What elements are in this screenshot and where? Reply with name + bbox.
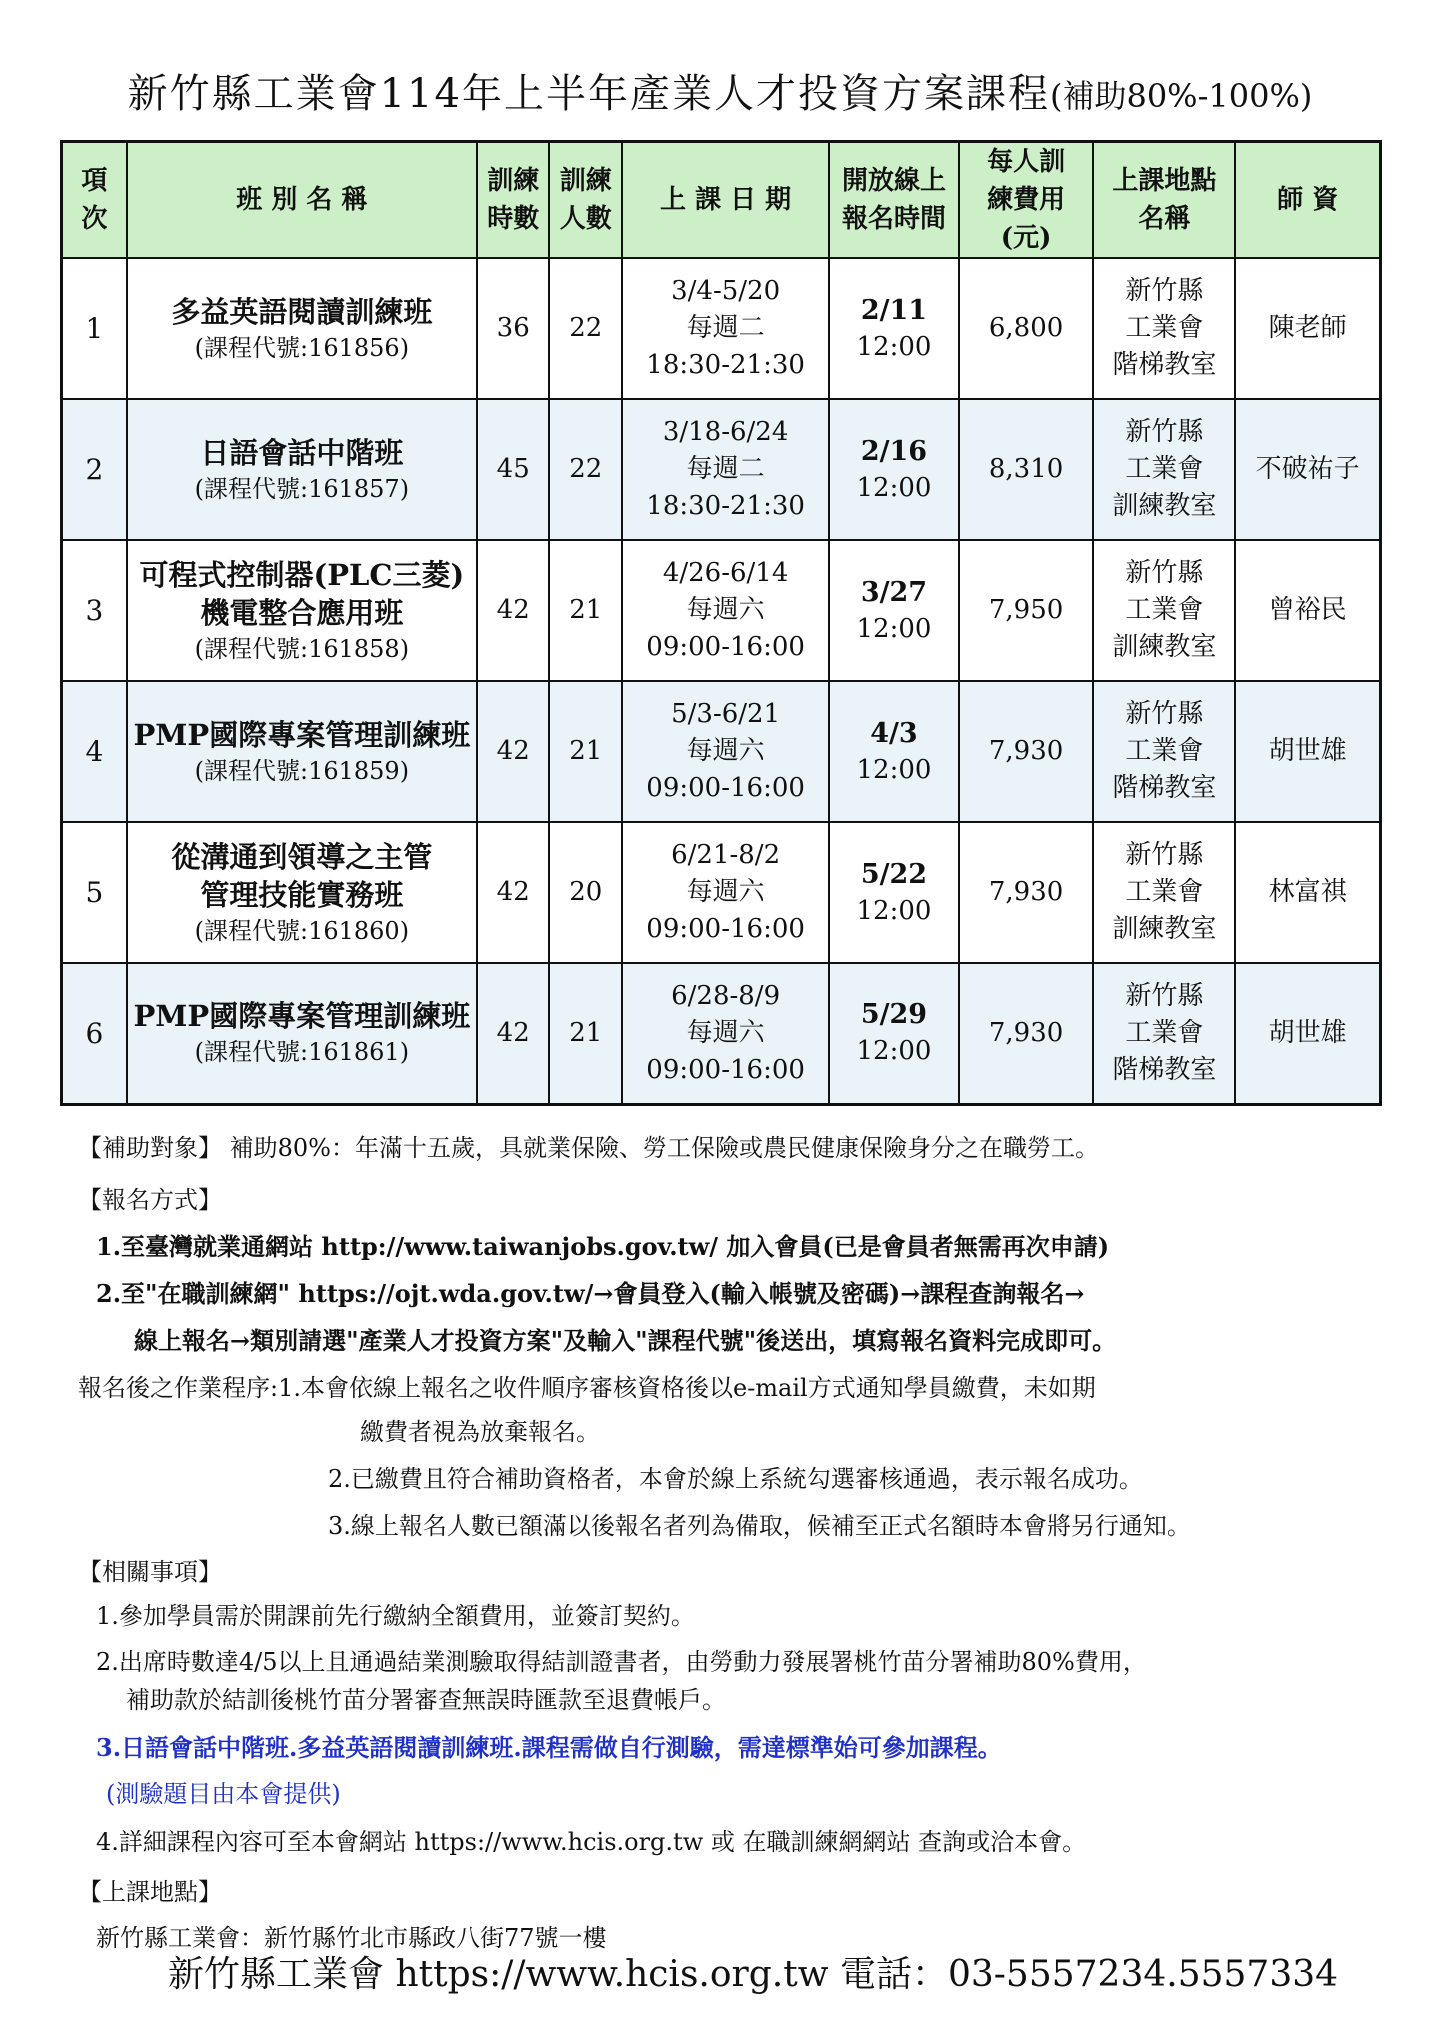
subsidy-line [78, 1128, 1099, 1168]
class-name: 多益英語閱讀訓練班 [171, 294, 433, 329]
cell-teacher: 林富祺 [1235, 822, 1380, 963]
cell-date: 6/28-8/9 每週六 09:00-16:00 [622, 963, 829, 1104]
class-name: 從溝通到領導之主管 管理技能實務班 [171, 839, 433, 912]
procedure-label: 報名後之作業程序: [78, 1374, 279, 1402]
open-clock: 12:00 [856, 613, 932, 644]
footer-contact: 新竹縣工業會 https://www.hcis.org.tw 電話：03-5557234.5557334 [168, 1954, 1339, 1995]
class-name: PMP國際專案管理訓練班 [133, 999, 471, 1034]
procedure-line-2: 2.已繳費且符合補助資格者，本會於線上系統勾選審核通過，表示報名成功。 [328, 1465, 1143, 1493]
title-subsidy: (補助80%-100%) [1049, 77, 1313, 115]
cell-class-name [127, 258, 477, 399]
cell-location: 新竹縣 工業會 階梯教室 [1093, 963, 1235, 1104]
cell-people: 22 [549, 258, 622, 399]
subsidy-text: 補助80%：年滿十五歲，具就業保險、勞工保險或農民健康保險身分之在職勞工。 [229, 1134, 1099, 1162]
cell-hours: 36 [477, 258, 550, 399]
cell-item: 3 [62, 540, 127, 681]
cell-people: 21 [549, 540, 622, 681]
cell-item: 2 [62, 399, 127, 540]
open-clock: 12:00 [856, 331, 932, 362]
cell-location: 新竹縣 工業會 訓練教室 [1093, 822, 1235, 963]
cell-date: 6/21-8/2 每週六 09:00-16:00 [622, 822, 829, 963]
header-fee: 每人訓練費用(元) [959, 142, 1094, 259]
class-name: 日語會話中階班 [200, 435, 404, 470]
cell-open-time [829, 681, 959, 822]
cell-class-name [127, 681, 477, 822]
cell-people: 20 [549, 822, 622, 963]
related-item-3-note: (測驗題目由本會提供) [106, 1780, 341, 1808]
cell-people: 21 [549, 963, 622, 1104]
cell-teacher: 胡世雄 [1235, 681, 1380, 822]
cell-open-time [829, 258, 959, 399]
cell-fee: 7,930 [959, 822, 1094, 963]
page-title [0, 62, 1440, 119]
cell-hours: 42 [477, 822, 550, 963]
course-code: (課程代號:161858) [194, 634, 410, 663]
cell-teacher: 陳老師 [1235, 258, 1380, 399]
register-step-2: 2.至"在職訓練網" https://ojt.wda.gov.tw/→會員登入(輸入帳號及密碼)→課程查詢報名→ [96, 1279, 1085, 1308]
header-people: 訓練人數 [549, 142, 622, 259]
cell-hours: 42 [477, 681, 550, 822]
procedure-line-3: 3.線上報名人數已額滿以後報名者列為備取，候補至正式名額時本會將另行通知。 [328, 1512, 1191, 1540]
header-teacher: 師 資 [1235, 142, 1380, 259]
course-code: (課程代號:161859) [194, 756, 410, 785]
cell-location: 新竹縣 工業會 訓練教室 [1093, 540, 1235, 681]
open-date: 5/22 [860, 858, 928, 890]
open-date: 4/3 [870, 717, 918, 749]
procedure-line-1: 報名後之作業程序:1.本會依線上報名之收件順序審核資格後以e-mail方式通知學員繳費，未如期 [78, 1374, 1096, 1402]
cell-people: 21 [549, 681, 622, 822]
cell-teacher: 不破祐子 [1235, 399, 1380, 540]
header-open-time: 開放線上報名時間 [829, 142, 959, 259]
table-header-row [62, 142, 1381, 259]
open-clock: 12:00 [856, 1036, 932, 1067]
subsidy-heading: 【補助對象】 [78, 1134, 222, 1162]
related-item-1: 1.參加學員需於開課前先行繳納全額費用，並簽訂契約。 [96, 1602, 695, 1630]
venue-heading: 【上課地點】 [78, 1878, 222, 1906]
cell-date: 3/18-6/24 每週二 18:30-21:30 [622, 399, 829, 540]
open-date: 2/11 [860, 294, 928, 326]
table-row [62, 540, 1381, 681]
header-date: 上 課 日 期 [622, 142, 829, 259]
cell-fee: 7,930 [959, 681, 1094, 822]
cell-class-name [127, 540, 477, 681]
cell-open-time [829, 963, 959, 1104]
course-code: (課程代號:161861) [194, 1038, 410, 1067]
open-clock: 12:00 [856, 895, 932, 926]
cell-open-time [829, 540, 959, 681]
cell-hours: 42 [477, 963, 550, 1104]
cell-class-name [127, 963, 477, 1104]
cell-open-time [829, 822, 959, 963]
cell-hours: 45 [477, 399, 550, 540]
cell-date: 4/26-6/14 每週六 09:00-16:00 [622, 540, 829, 681]
cell-hours: 42 [477, 540, 550, 681]
course-table [60, 140, 1382, 1106]
cell-fee: 7,950 [959, 540, 1094, 681]
course-code: (課程代號:161857) [194, 474, 410, 503]
cell-location: 新竹縣 工業會 階梯教室 [1093, 258, 1235, 399]
register-step-1: 1.至臺灣就業通網站 http://www.taiwanjobs.gov.tw/ 加入會員(已是會員者無需再次申請) [96, 1232, 1110, 1261]
table-row [62, 258, 1381, 399]
cell-fee: 8,310 [959, 399, 1094, 540]
table-row [62, 822, 1381, 963]
cell-date: 5/3-6/21 每週六 09:00-16:00 [622, 681, 829, 822]
table-row [62, 681, 1381, 822]
related-item-3: 3.日語會話中階班.多益英語閱讀訓練班.課程需做自行測驗，需達標準始可參加課程。 [96, 1733, 1002, 1762]
cell-teacher: 胡世雄 [1235, 963, 1380, 1104]
related-heading: 【相關事項】 [78, 1558, 222, 1586]
cell-item: 4 [62, 681, 127, 822]
class-name: PMP國際專案管理訓練班 [133, 717, 471, 752]
cell-item: 6 [62, 963, 127, 1104]
related-item-4: 4.詳細課程內容可至本會網站 https://www.hcis.org.tw 或 在職訓練網網站 查詢或洽本會。 [96, 1828, 1087, 1856]
cell-item: 5 [62, 822, 127, 963]
course-code: (課程代號:161860) [194, 916, 410, 945]
open-date: 5/29 [860, 999, 928, 1031]
register-heading: 【報名方式】 [78, 1186, 222, 1214]
cell-people: 22 [549, 399, 622, 540]
cell-fee: 6,800 [959, 258, 1094, 399]
cell-location: 新竹縣 工業會 訓練教室 [1093, 399, 1235, 540]
cell-class-name [127, 822, 477, 963]
class-name: 可程式控制器(PLC三菱) 機電整合應用班 [139, 557, 465, 630]
header-location: 上課地點名稱 [1093, 142, 1235, 259]
table-row [62, 399, 1381, 540]
course-code: (課程代號:161856) [194, 333, 410, 362]
open-date: 2/16 [860, 435, 928, 467]
open-clock: 12:00 [856, 472, 932, 503]
cell-class-name [127, 399, 477, 540]
cell-teacher: 曾裕民 [1235, 540, 1380, 681]
cell-location: 新竹縣 工業會 階梯教室 [1093, 681, 1235, 822]
related-item-2-cont: 補助款於結訓後桃竹苗分署審查無誤時匯款至退費帳戶。 [126, 1686, 726, 1714]
related-item-2: 2.出席時數達4/5以上且通過結業測驗取得結訓證書者，由勞動力發展署桃竹苗分署補助80%費用， [96, 1648, 1147, 1676]
header-class-name: 班 別 名 稱 [127, 142, 477, 259]
register-step-2-cont: 線上報名→類別請選"產業人才投資方案"及輸入"課程代號"後送出，填寫報名資料完成即可。 [134, 1326, 1117, 1355]
procedure-line-1-cont: 繳費者視為放棄報名。 [360, 1418, 600, 1446]
cell-open-time [829, 399, 959, 540]
header-hours: 訓練時數 [477, 142, 550, 259]
table-row [62, 963, 1381, 1104]
cell-fee: 7,930 [959, 963, 1094, 1104]
title-main: 新竹縣工業會114年上半年產業人才投資方案課程 [127, 71, 1050, 117]
venue-address: 新竹縣工業會：新竹縣竹北市縣政八街77號一樓 [96, 1924, 607, 1952]
header-item: 項次 [62, 142, 127, 259]
cell-date: 3/4-5/20 每週二 18:30-21:30 [622, 258, 829, 399]
open-clock: 12:00 [856, 754, 932, 785]
cell-item: 1 [62, 258, 127, 399]
open-date: 3/27 [860, 576, 928, 608]
